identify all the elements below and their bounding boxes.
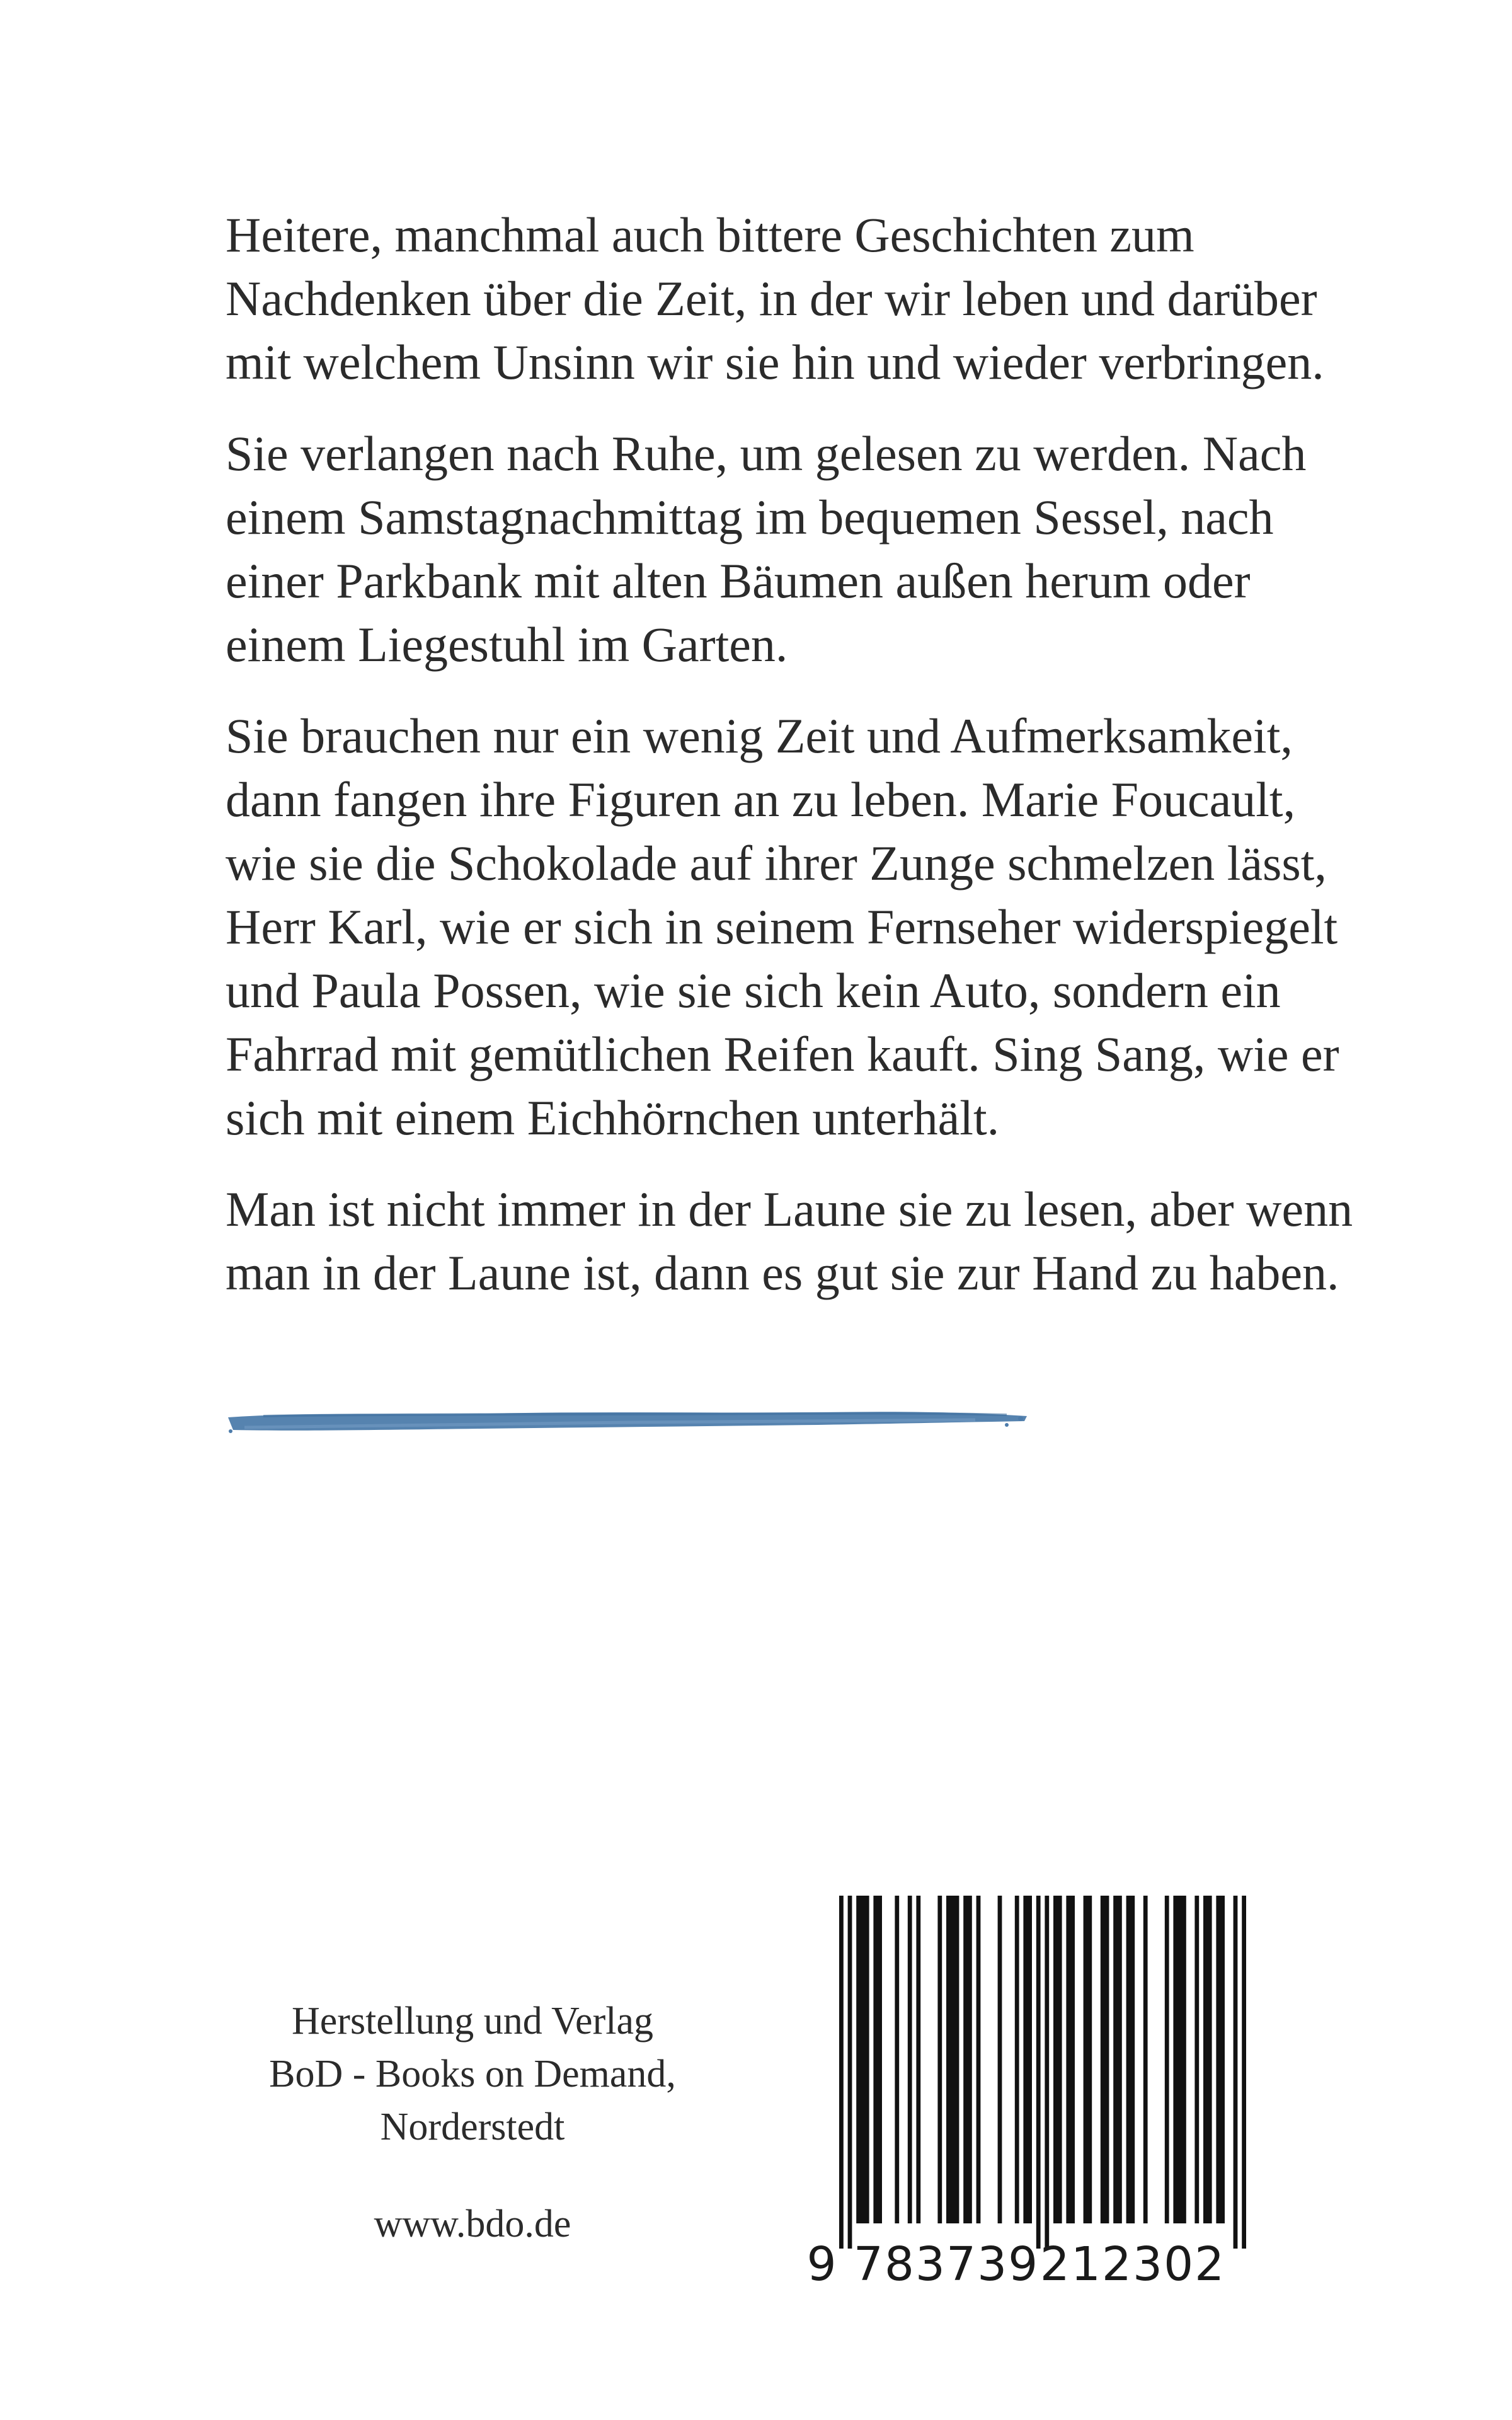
barcode-bar	[1053, 1896, 1062, 2223]
blurb-text	[226, 203, 1372, 1332]
barcode-bar	[873, 1896, 882, 2223]
publisher-url: www.bdo.de	[374, 2203, 571, 2245]
brush-stroke-divider	[226, 1402, 1032, 1440]
barcode-bar	[1101, 1896, 1109, 2223]
barcode-bar	[976, 1896, 981, 2223]
blurb-paragraph-3: Sie brauchen nur ein wenig Zeit und Aufmerksamkeit, dann fangen ihre Figuren an zu leben. Marie Foucault, wie sie die Schokolade auf ihrer Zunge schmelzen lässt, Herr Karl, wie er sich in seinem Fernseher widerspiegelt und Paula Possen, wie sie sich kein Auto, sondern ein Fahrrad mit gemütlichen Reifen kauft. Sing Sang, wie er sich mit einem Eichhörnchen unterhält.	[226, 708, 1339, 1145]
isbn-barcode	[806, 1891, 1273, 2288]
barcode-bar	[937, 1896, 942, 2223]
barcode-bar	[1113, 1896, 1122, 2223]
imprint-line-2: BoD - Books on Demand,	[269, 2053, 676, 2095]
imprint-line-3: Norderstedt	[380, 2106, 565, 2148]
barcode-bar	[963, 1896, 972, 2223]
barcode-guard-bar	[1242, 1896, 1246, 2249]
barcode-bar	[946, 1896, 959, 2223]
imprint-line-1: Herstellung und Verlag	[292, 2000, 653, 2043]
barcode-left-digits: 783739	[853, 2237, 1040, 2288]
barcode-bar	[1126, 1896, 1135, 2223]
barcode-bar	[1066, 1896, 1075, 2223]
barcode-bar	[1216, 1896, 1225, 2223]
barcode-guard-bar	[839, 1896, 844, 2249]
barcode-bar	[1084, 1896, 1092, 2223]
barcode-bar	[856, 1896, 869, 2223]
blurb-paragraph-2: Sie verlangen nach Ruhe, um gelesen zu werden. Nach einem Samstagnachmittag im bequemen Sessel, nach einer Parkbank mit alten Bäumen außen herum oder einem Liegestuhl im Garten.	[226, 426, 1307, 672]
barcode-bar	[1015, 1896, 1019, 2223]
barcode-bar	[1143, 1896, 1148, 2223]
barcode-bar	[998, 1896, 1002, 2223]
barcode-first-digit: 9	[806, 2237, 837, 2288]
barcode-bar	[916, 1896, 920, 2223]
blurb-paragraph-1: Heitere, manchmal auch bittere Geschichten zum Nachdenken über die Zeit, in der wir leben und darüber mit welchem Unsinn wir sie hin und wieder verbringen.	[226, 207, 1324, 389]
barcode-bar	[1023, 1896, 1032, 2223]
barcode-bar	[1173, 1896, 1186, 2223]
barcode-bar	[895, 1896, 899, 2223]
barcode-guard-bar	[1045, 1896, 1049, 2249]
barcode-guard-bar	[848, 1896, 852, 2249]
blurb-paragraph-4: Man ist nicht immer in der Laune sie zu lesen, aber wenn man in der Laune ist, dann es gut sie zur Hand zu haben.	[226, 1182, 1353, 1300]
barcode-bar	[1165, 1896, 1169, 2223]
barcode-bar	[1203, 1896, 1212, 2223]
barcode-guard-bar	[1036, 1896, 1041, 2249]
barcode-bar	[908, 1896, 912, 2223]
publisher-imprint	[189, 1995, 756, 2250]
barcode-bar	[1194, 1896, 1199, 2223]
barcode-right-digits: 212302	[1040, 2237, 1226, 2288]
barcode-guard-bar	[1234, 1896, 1238, 2249]
